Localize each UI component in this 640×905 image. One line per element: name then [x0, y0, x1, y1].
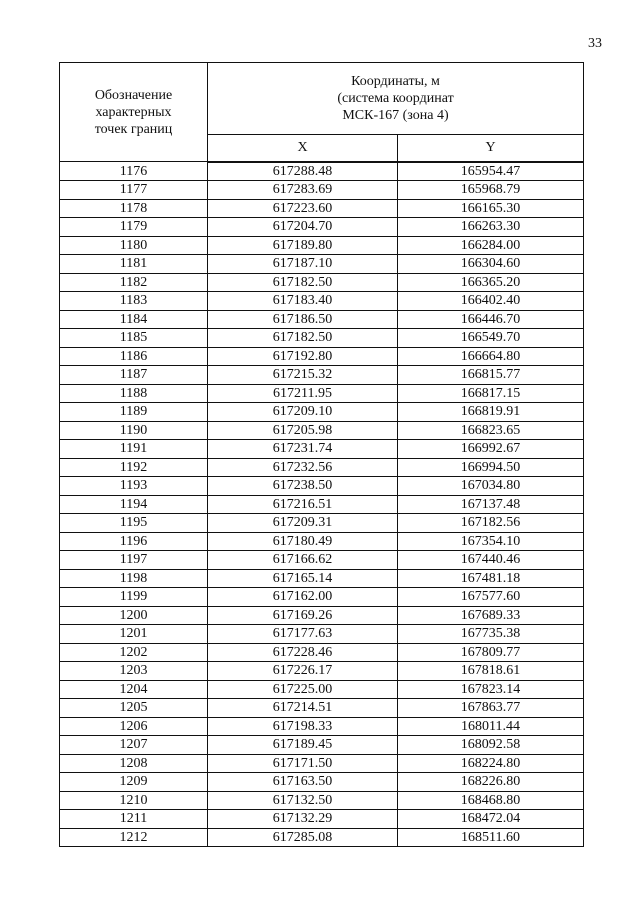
- point-number-cell: 1191: [60, 440, 208, 459]
- table-row: [60, 828, 584, 847]
- x-coordinate-cell: 617182.50: [208, 329, 398, 348]
- coords-header-line: (система координат: [337, 90, 454, 106]
- point-number-cell: 1209: [60, 773, 208, 792]
- point-designation-header: [60, 63, 208, 162]
- y-coordinate-cell: 166263.30: [398, 218, 584, 237]
- x-coordinate-cell: 617215.32: [208, 366, 398, 385]
- y-column-header: Y: [398, 134, 584, 161]
- point-number-cell: 1197: [60, 551, 208, 570]
- table-row: [60, 273, 584, 292]
- table-row: [60, 162, 584, 181]
- x-coordinate-cell: 617189.45: [208, 736, 398, 755]
- table-row: [60, 458, 584, 477]
- point-number-cell: 1189: [60, 403, 208, 422]
- x-coordinate-cell: 617165.14: [208, 569, 398, 588]
- table-row: [60, 699, 584, 718]
- point-number-cell: 1187: [60, 366, 208, 385]
- x-coordinate-cell: 617225.00: [208, 680, 398, 699]
- table-row: [60, 773, 584, 792]
- point-header-line: характерных: [95, 104, 172, 120]
- y-coordinate-cell: 166815.77: [398, 366, 584, 385]
- x-coordinate-cell: 617288.48: [208, 162, 398, 181]
- y-coordinate-cell: 166817.15: [398, 384, 584, 403]
- table-row: [60, 366, 584, 385]
- x-coordinate-cell: 617216.51: [208, 495, 398, 514]
- table-row: [60, 421, 584, 440]
- x-coordinate-cell: 617183.40: [208, 292, 398, 311]
- point-number-cell: 1181: [60, 255, 208, 274]
- x-coordinate-cell: 617192.80: [208, 347, 398, 366]
- table-row: [60, 680, 584, 699]
- coords-header-line: Координаты, м: [351, 73, 440, 89]
- x-coordinate-cell: 617223.60: [208, 199, 398, 218]
- x-coordinate-cell: 617198.33: [208, 717, 398, 736]
- point-number-cell: 1196: [60, 532, 208, 551]
- point-number-cell: 1208: [60, 754, 208, 773]
- y-coordinate-cell: 168472.04: [398, 810, 584, 829]
- x-coordinate-cell: 617214.51: [208, 699, 398, 718]
- point-number-cell: 1211: [60, 810, 208, 829]
- point-number-cell: 1206: [60, 717, 208, 736]
- table-row: [60, 218, 584, 237]
- coordinates-table: [59, 62, 584, 847]
- x-coordinate-cell: 617283.69: [208, 181, 398, 200]
- y-coordinate-cell: 167577.60: [398, 588, 584, 607]
- x-coordinate-cell: 617180.49: [208, 532, 398, 551]
- y-coordinate-cell: 167137.48: [398, 495, 584, 514]
- table-header: [60, 63, 584, 162]
- point-header-line: точек границ: [94, 121, 173, 137]
- y-coordinate-cell: 166664.80: [398, 347, 584, 366]
- x-coordinate-cell: 617231.74: [208, 440, 398, 459]
- table-row: [60, 347, 584, 366]
- point-number-cell: 1210: [60, 791, 208, 810]
- table-row: [60, 532, 584, 551]
- point-number-cell: 1207: [60, 736, 208, 755]
- point-number-cell: 1177: [60, 181, 208, 200]
- y-coordinate-cell: 167354.10: [398, 532, 584, 551]
- table-row: [60, 236, 584, 255]
- y-coordinate-cell: 165968.79: [398, 181, 584, 200]
- table-row: [60, 440, 584, 459]
- page-number: 33: [588, 36, 602, 51]
- y-coordinate-cell: 166304.60: [398, 255, 584, 274]
- table-row: [60, 384, 584, 403]
- y-coordinate-cell: 167182.56: [398, 514, 584, 533]
- y-coordinate-cell: 167440.46: [398, 551, 584, 570]
- point-number-cell: 1180: [60, 236, 208, 255]
- table-row: [60, 606, 584, 625]
- table-row: [60, 662, 584, 681]
- point-number-cell: 1183: [60, 292, 208, 311]
- table-row: [60, 403, 584, 422]
- point-number-cell: 1202: [60, 643, 208, 662]
- y-coordinate-cell: 166446.70: [398, 310, 584, 329]
- y-coordinate-cell: 167809.77: [398, 643, 584, 662]
- table-row: [60, 514, 584, 533]
- y-coordinate-cell: 167818.61: [398, 662, 584, 681]
- y-coordinate-cell: 166165.30: [398, 199, 584, 218]
- x-coordinate-cell: 617228.46: [208, 643, 398, 662]
- table-row: [60, 810, 584, 829]
- table-row: [60, 551, 584, 570]
- y-coordinate-cell: 168511.60: [398, 828, 584, 847]
- y-coordinate-cell: 168224.80: [398, 754, 584, 773]
- y-coordinate-cell: 167481.18: [398, 569, 584, 588]
- x-coordinate-cell: 617186.50: [208, 310, 398, 329]
- table-row: [60, 791, 584, 810]
- point-number-cell: 1203: [60, 662, 208, 681]
- x-coordinate-cell: 617166.62: [208, 551, 398, 570]
- table-row: [60, 199, 584, 218]
- y-coordinate-cell: 168092.58: [398, 736, 584, 755]
- y-coordinate-cell: 166992.67: [398, 440, 584, 459]
- y-coordinate-cell: 165954.47: [398, 162, 584, 181]
- point-number-cell: 1193: [60, 477, 208, 496]
- table-row: [60, 181, 584, 200]
- point-number-cell: 1185: [60, 329, 208, 348]
- x-coordinate-cell: 617204.70: [208, 218, 398, 237]
- table-row: [60, 477, 584, 496]
- x-coordinate-cell: 617162.00: [208, 588, 398, 607]
- point-number-cell: 1212: [60, 828, 208, 847]
- y-coordinate-cell: 166365.20: [398, 273, 584, 292]
- point-number-cell: 1192: [60, 458, 208, 477]
- x-coordinate-cell: 617132.29: [208, 810, 398, 829]
- y-coordinate-cell: 167863.77: [398, 699, 584, 718]
- x-coordinate-cell: 617189.80: [208, 236, 398, 255]
- point-number-cell: 1190: [60, 421, 208, 440]
- point-number-cell: 1200: [60, 606, 208, 625]
- y-coordinate-cell: 166994.50: [398, 458, 584, 477]
- y-coordinate-cell: 166549.70: [398, 329, 584, 348]
- x-coordinate-cell: 617171.50: [208, 754, 398, 773]
- table-row: [60, 643, 584, 662]
- point-number-cell: 1182: [60, 273, 208, 292]
- x-coordinate-cell: 617163.50: [208, 773, 398, 792]
- table-row: [60, 569, 584, 588]
- y-coordinate-cell: 167735.38: [398, 625, 584, 644]
- point-number-cell: 1188: [60, 384, 208, 403]
- coords-header-line: МСК-167 (зона 4): [342, 107, 449, 123]
- table-row: [60, 310, 584, 329]
- point-number-cell: 1195: [60, 514, 208, 533]
- point-number-cell: 1176: [60, 162, 208, 181]
- point-number-cell: 1184: [60, 310, 208, 329]
- x-coordinate-cell: 617182.50: [208, 273, 398, 292]
- point-number-cell: 1194: [60, 495, 208, 514]
- y-coordinate-cell: 168011.44: [398, 717, 584, 736]
- point-number-cell: 1201: [60, 625, 208, 644]
- y-coordinate-cell: 166823.65: [398, 421, 584, 440]
- table-row: [60, 754, 584, 773]
- x-coordinate-cell: 617211.95: [208, 384, 398, 403]
- table-row: [60, 717, 584, 736]
- x-coordinate-cell: 617209.10: [208, 403, 398, 422]
- table-row: [60, 329, 584, 348]
- point-number-cell: 1199: [60, 588, 208, 607]
- table-row: [60, 495, 584, 514]
- point-number-cell: 1186: [60, 347, 208, 366]
- x-coordinate-cell: 617187.10: [208, 255, 398, 274]
- point-number-cell: 1204: [60, 680, 208, 699]
- y-coordinate-cell: 167823.14: [398, 680, 584, 699]
- y-coordinate-cell: 167689.33: [398, 606, 584, 625]
- x-coordinate-cell: 617177.63: [208, 625, 398, 644]
- point-number-cell: 1205: [60, 699, 208, 718]
- table-row: [60, 588, 584, 607]
- y-coordinate-cell: 166819.91: [398, 403, 584, 422]
- table-body: [60, 162, 584, 847]
- x-column-header: X: [208, 134, 398, 161]
- table-row: [60, 625, 584, 644]
- x-coordinate-cell: 617205.98: [208, 421, 398, 440]
- y-coordinate-cell: 168468.80: [398, 791, 584, 810]
- point-header-line: Обозначение: [94, 87, 173, 103]
- point-number-cell: 1179: [60, 218, 208, 237]
- y-coordinate-cell: 167034.80: [398, 477, 584, 496]
- point-number-cell: 1198: [60, 569, 208, 588]
- x-coordinate-cell: 617209.31: [208, 514, 398, 533]
- point-number-cell: 1178: [60, 199, 208, 218]
- table-row: [60, 292, 584, 311]
- table-row: [60, 736, 584, 755]
- x-coordinate-cell: 617132.50: [208, 791, 398, 810]
- x-coordinate-cell: 617238.50: [208, 477, 398, 496]
- coordinates-header: [208, 63, 584, 135]
- x-coordinate-cell: 617226.17: [208, 662, 398, 681]
- x-coordinate-cell: 617232.56: [208, 458, 398, 477]
- x-coordinate-cell: 617285.08: [208, 828, 398, 847]
- y-coordinate-cell: 166402.40: [398, 292, 584, 311]
- table-row: [60, 255, 584, 274]
- x-coordinate-cell: 617169.26: [208, 606, 398, 625]
- y-coordinate-cell: 166284.00: [398, 236, 584, 255]
- y-coordinate-cell: 168226.80: [398, 773, 584, 792]
